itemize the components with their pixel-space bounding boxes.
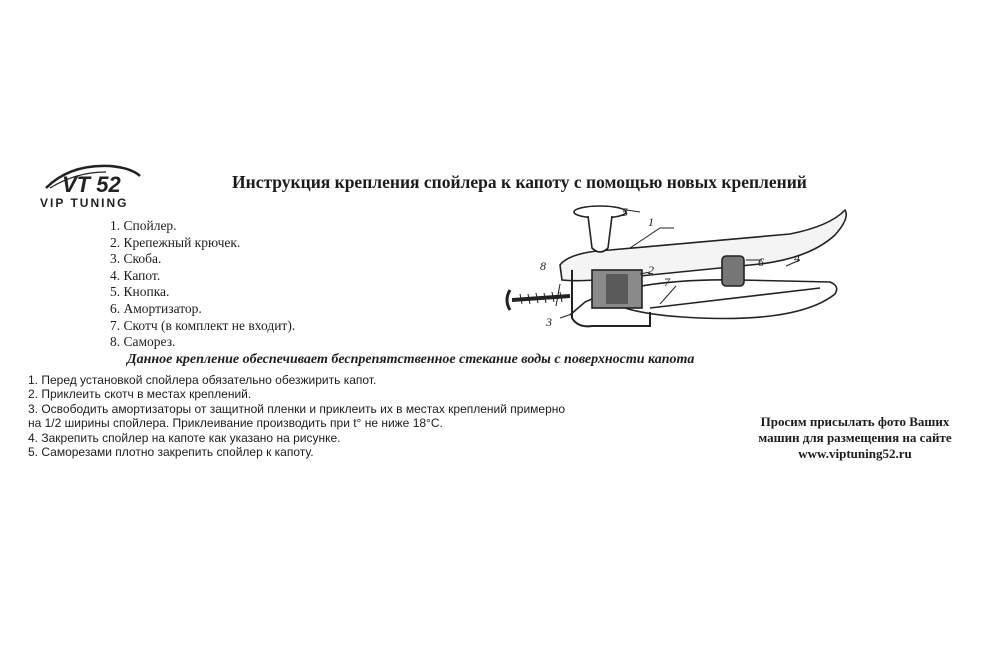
list-item: 6. Амортизатор.: [110, 300, 202, 316]
screw-shape: [507, 290, 570, 310]
damper-shape: [722, 256, 744, 286]
instruction-steps: [28, 373, 565, 459]
list-item: 7. Скотч (в комплект не входит).: [110, 317, 296, 333]
website-link[interactable]: www.viptuning52.ru: [798, 446, 912, 461]
parts-list: [110, 218, 295, 351]
diagram-label-3: 3: [546, 315, 552, 329]
list-item: 3. Скоба.: [110, 251, 162, 267]
mounting-diagram: [500, 190, 870, 340]
button-clip: [574, 206, 626, 252]
step-item: на 1/2 ширины спойлера. Приклеивание производить при t° не ниже 18°С.: [28, 416, 443, 431]
diagram-label-7: 7: [664, 275, 670, 289]
diagram-label-8: 8: [540, 259, 546, 273]
diagram-label-5: 5: [622, 205, 628, 219]
step-item: 2. Приклеить скотч в местах креплений.: [28, 387, 252, 402]
diagram-label-1: 1: [648, 215, 654, 229]
water-drain-note: Данное крепление обеспечивает беспрепятственное стекание воды с поверхности капота: [127, 352, 695, 367]
diagram-label-6: 6: [758, 255, 764, 269]
promo-line: машин для размещения на сайте: [758, 430, 952, 445]
list-item: 4. Капот.: [110, 267, 161, 283]
logo-tagline: VIP TUNING: [40, 196, 129, 210]
diagram-label-2: 2: [648, 263, 654, 277]
list-item: 5. Кнопка.: [110, 284, 170, 300]
list-item: 1. Спойлер.: [110, 218, 177, 233]
step-item: 1. Перед установкой спойлера обязательно обезжирить капот.: [28, 373, 377, 387]
step-item: 4. Закрепить спойлер на капоте как указано на рисунке.: [28, 430, 341, 445]
page-title: Инструкция крепления спойлера к капоту с помощью новых креплений: [232, 172, 807, 192]
step-item: 5. Саморезами плотно закрепить спойлер к капоту.: [28, 445, 314, 460]
diagram-label-4: 4: [794, 251, 800, 265]
promo-line: Просим присылать фото Ваших: [760, 414, 950, 429]
step-item: 3. Освободить амортизаторы от защитной пленки и приклеить их в местах креплений примерно: [28, 401, 566, 416]
photo-request: [725, 414, 985, 462]
list-item: 8. Саморез.: [110, 334, 176, 350]
list-item: 2. Крепежный крючек.: [110, 234, 241, 250]
logo-brand: VT 52: [62, 172, 121, 197]
